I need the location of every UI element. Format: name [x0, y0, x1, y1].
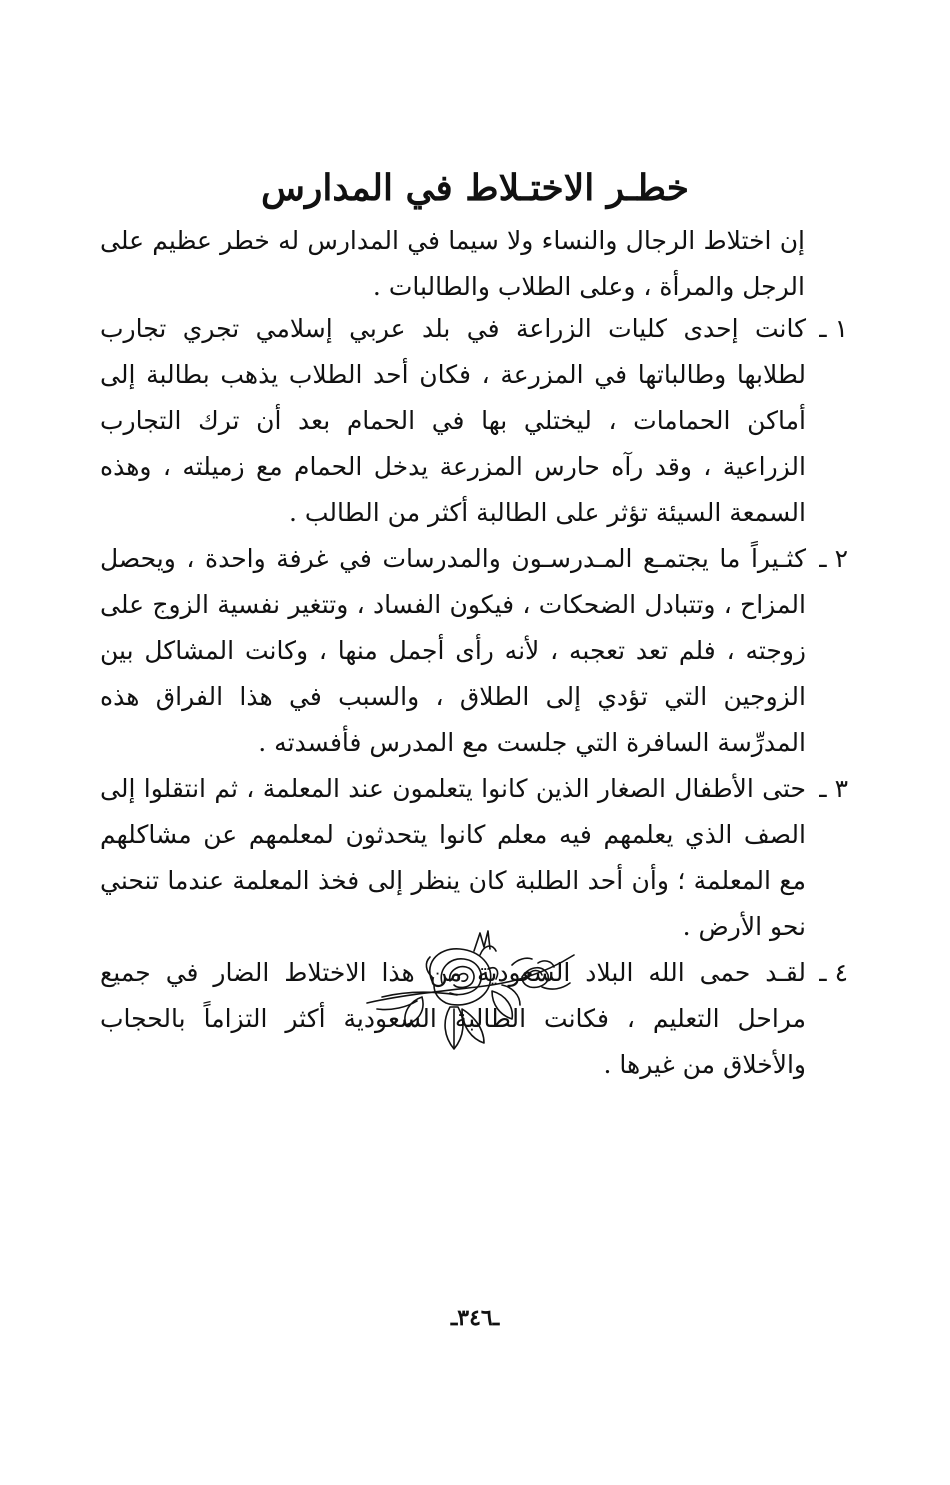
list-item-text: كثـيراً ما يجتمـع المـدرسـون والمدرسات في غرفة واحدة ، ويحصل المزاح ، وتتبادل الضحكات ، فيكون الفساد ، وتتغير نفسية الزوج على زوجته ، فلم تعد تعجبه ، لأنه رأى أجمل منها ، وكانت المشاكل بين الزوجين التي تؤدي إلى الطلاق ، والسبب في هذا الفراق هذه المدرِّسة السافرة التي جلست مع المدرس فأفسدته . [100, 544, 806, 757]
intro-paragraph: إن اختلاط الرجال والنساء ولا سيما في المدارس له خطر عظيم على الرجل والمرأة ، وعلى الطلاب والطالبات . [100, 226, 805, 301]
list-item [100, 536, 848, 766]
list-item [100, 766, 848, 950]
list-item-text: حتى الأطفال الصغار الذين كانوا يتعلمون عند المعلمة ، ثم انتقلوا إلى الصف الذي يعلمهم فيه معلم كانوا يتحدثون لمعلمهم عن مشاكلهم مع المعلمة ؛ وأن أحد الطلبة كان ينظر إلى فخذ المعلمة عندما تنحني نحو الأرض . [100, 774, 806, 941]
list-item [100, 306, 848, 536]
list-item-number: ٢ ـ [819, 544, 848, 573]
page-title: خطـر الاختـلاط في المدارس [261, 167, 689, 209]
list-item-text: كانت إحدى كليات الزراعة في بلد عربي إسلامي تجري تجارب لطلابها وطالباتها في المزرعة ، فكان أحد الطلاب يذهب بطالبة إلى أماكن الحمامات ، ليختلي بها في الحمام بعد أن ترك التجارب الزراعية ، وقد رآه حارس المزرعة يدخل الحمام مع زميلته ، وهذه السمعة السيئة تؤثر على الطالبة أكثر من الطالب . [100, 314, 806, 527]
rose-ornament-icon [362, 925, 582, 1055]
list-item-number: ١ ـ [819, 314, 848, 343]
list-item-text: لقـد حمى الله البلاد السعودية من هذا الاختلاط الضار في جميع مراحل التعليم ، فكانت الطالبة السعودية أكثر التزاماً بالحجاب والأخلاق من غيرها . [100, 958, 806, 1079]
list-item-number: ٣ ـ [819, 774, 848, 803]
page-number: ـ٣٤٦ـ [450, 1305, 500, 1331]
list-item-number: ٤ ـ [819, 958, 848, 987]
